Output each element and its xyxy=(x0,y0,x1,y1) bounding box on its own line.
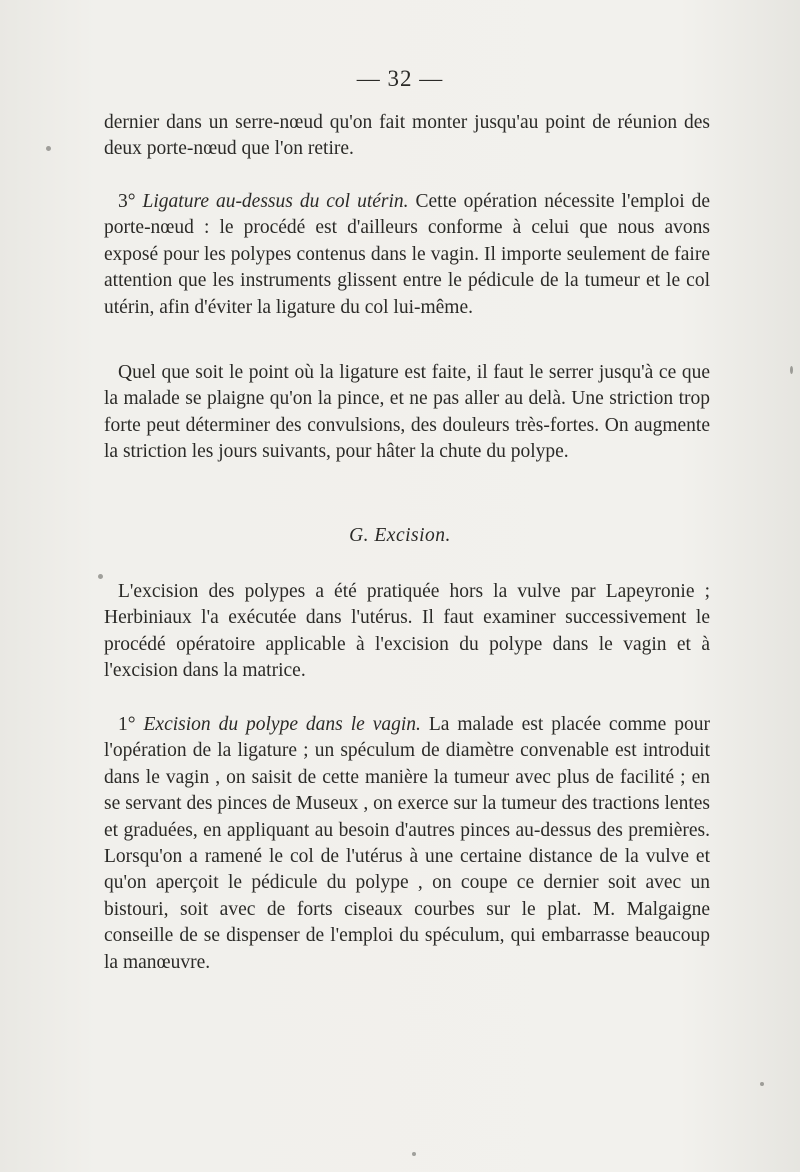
section-heading: G. Excision. xyxy=(349,525,451,546)
paragraph-heading: Excision du polype dans le vagin. xyxy=(143,714,421,735)
paper-speck xyxy=(790,366,793,374)
paragraph-excision-intro xyxy=(104,579,710,685)
paper-speck xyxy=(98,574,103,579)
paragraph-excision-vagin xyxy=(104,712,710,976)
paragraph-text: La malade est placée comme pour l'opération de la ligature ; un spéculum de diamètre convenable est introduit dans le vagin , on saisit de cette manière la tumeur avec plus de facilité ; en se servant des pinces de Museux , on exerce sur la tumeur des tractions lentes et graduées, en appliquant au besoin d'autres pinces au-dessus des premières. Lorsqu'on a ramené le col de l'utérus à une certaine distance de la vulve et qu'on aperçoit le pédicule du polype , on coupe ce dernier soit avec un bistouri, soit avec de forts ciseaux courbes sur le plat. M. Malgaigne conseille de se dispenser de l'emploi du spéculum, qui embarrasse beaucoup la manœuvre. xyxy=(104,714,710,973)
paragraph-text: Cette opération nécessite l'emploi de porte-nœud : le procédé est d'ailleurs conforme à celui que nous avons exposé pour les polypes contenus dans le vagin. Il importe seulement de faire attention que les instruments glissent entre le pédicule de la tumeur et le col utérin, afin d'éviter la ligature du col lui-même. xyxy=(104,191,711,318)
paragraph-body xyxy=(104,189,710,321)
paragraph-body xyxy=(104,712,710,976)
paragraph-text: Quel que soit le point où la ligature est faite, il faut le serrer jusqu'à ce que la malade se plaigne qu'on la pince, et ne pas aller au delà. Une striction trop forte peut déterminer des convulsions, des douleurs très-fortes. On augmente la striction les jours suivants, pour hâter la chute du polype. xyxy=(104,362,710,463)
paragraph-heading: Ligature au-dessus du col utérin. xyxy=(142,191,409,212)
paragraph-text: L'excision des polypes a été pratiquée hors la vulve par Lapeyronie ; Herbiniaux l'a exécutée dans l'utérus. Il faut examiner successivement le procédé opératoire applicable à l'excision du polype dans le vagin et à l'excision dans la matrice. xyxy=(104,581,710,682)
paragraph-continuation xyxy=(104,110,710,163)
paragraph-number: 3° xyxy=(118,191,136,212)
paper-speck xyxy=(760,1082,764,1086)
paragraph-serrer xyxy=(104,360,710,466)
page-number: — 32 — xyxy=(356,66,444,91)
paragraph-text: dernier dans un serre-nœud qu'on fait monter jusqu'au point de réunion des deux porte-nœud que l'on retire. xyxy=(104,112,710,160)
paper-speck xyxy=(412,1152,416,1156)
paper-speck xyxy=(46,146,51,151)
paragraph-ligature-col xyxy=(104,189,710,321)
paragraph-number: 1° xyxy=(118,714,136,735)
